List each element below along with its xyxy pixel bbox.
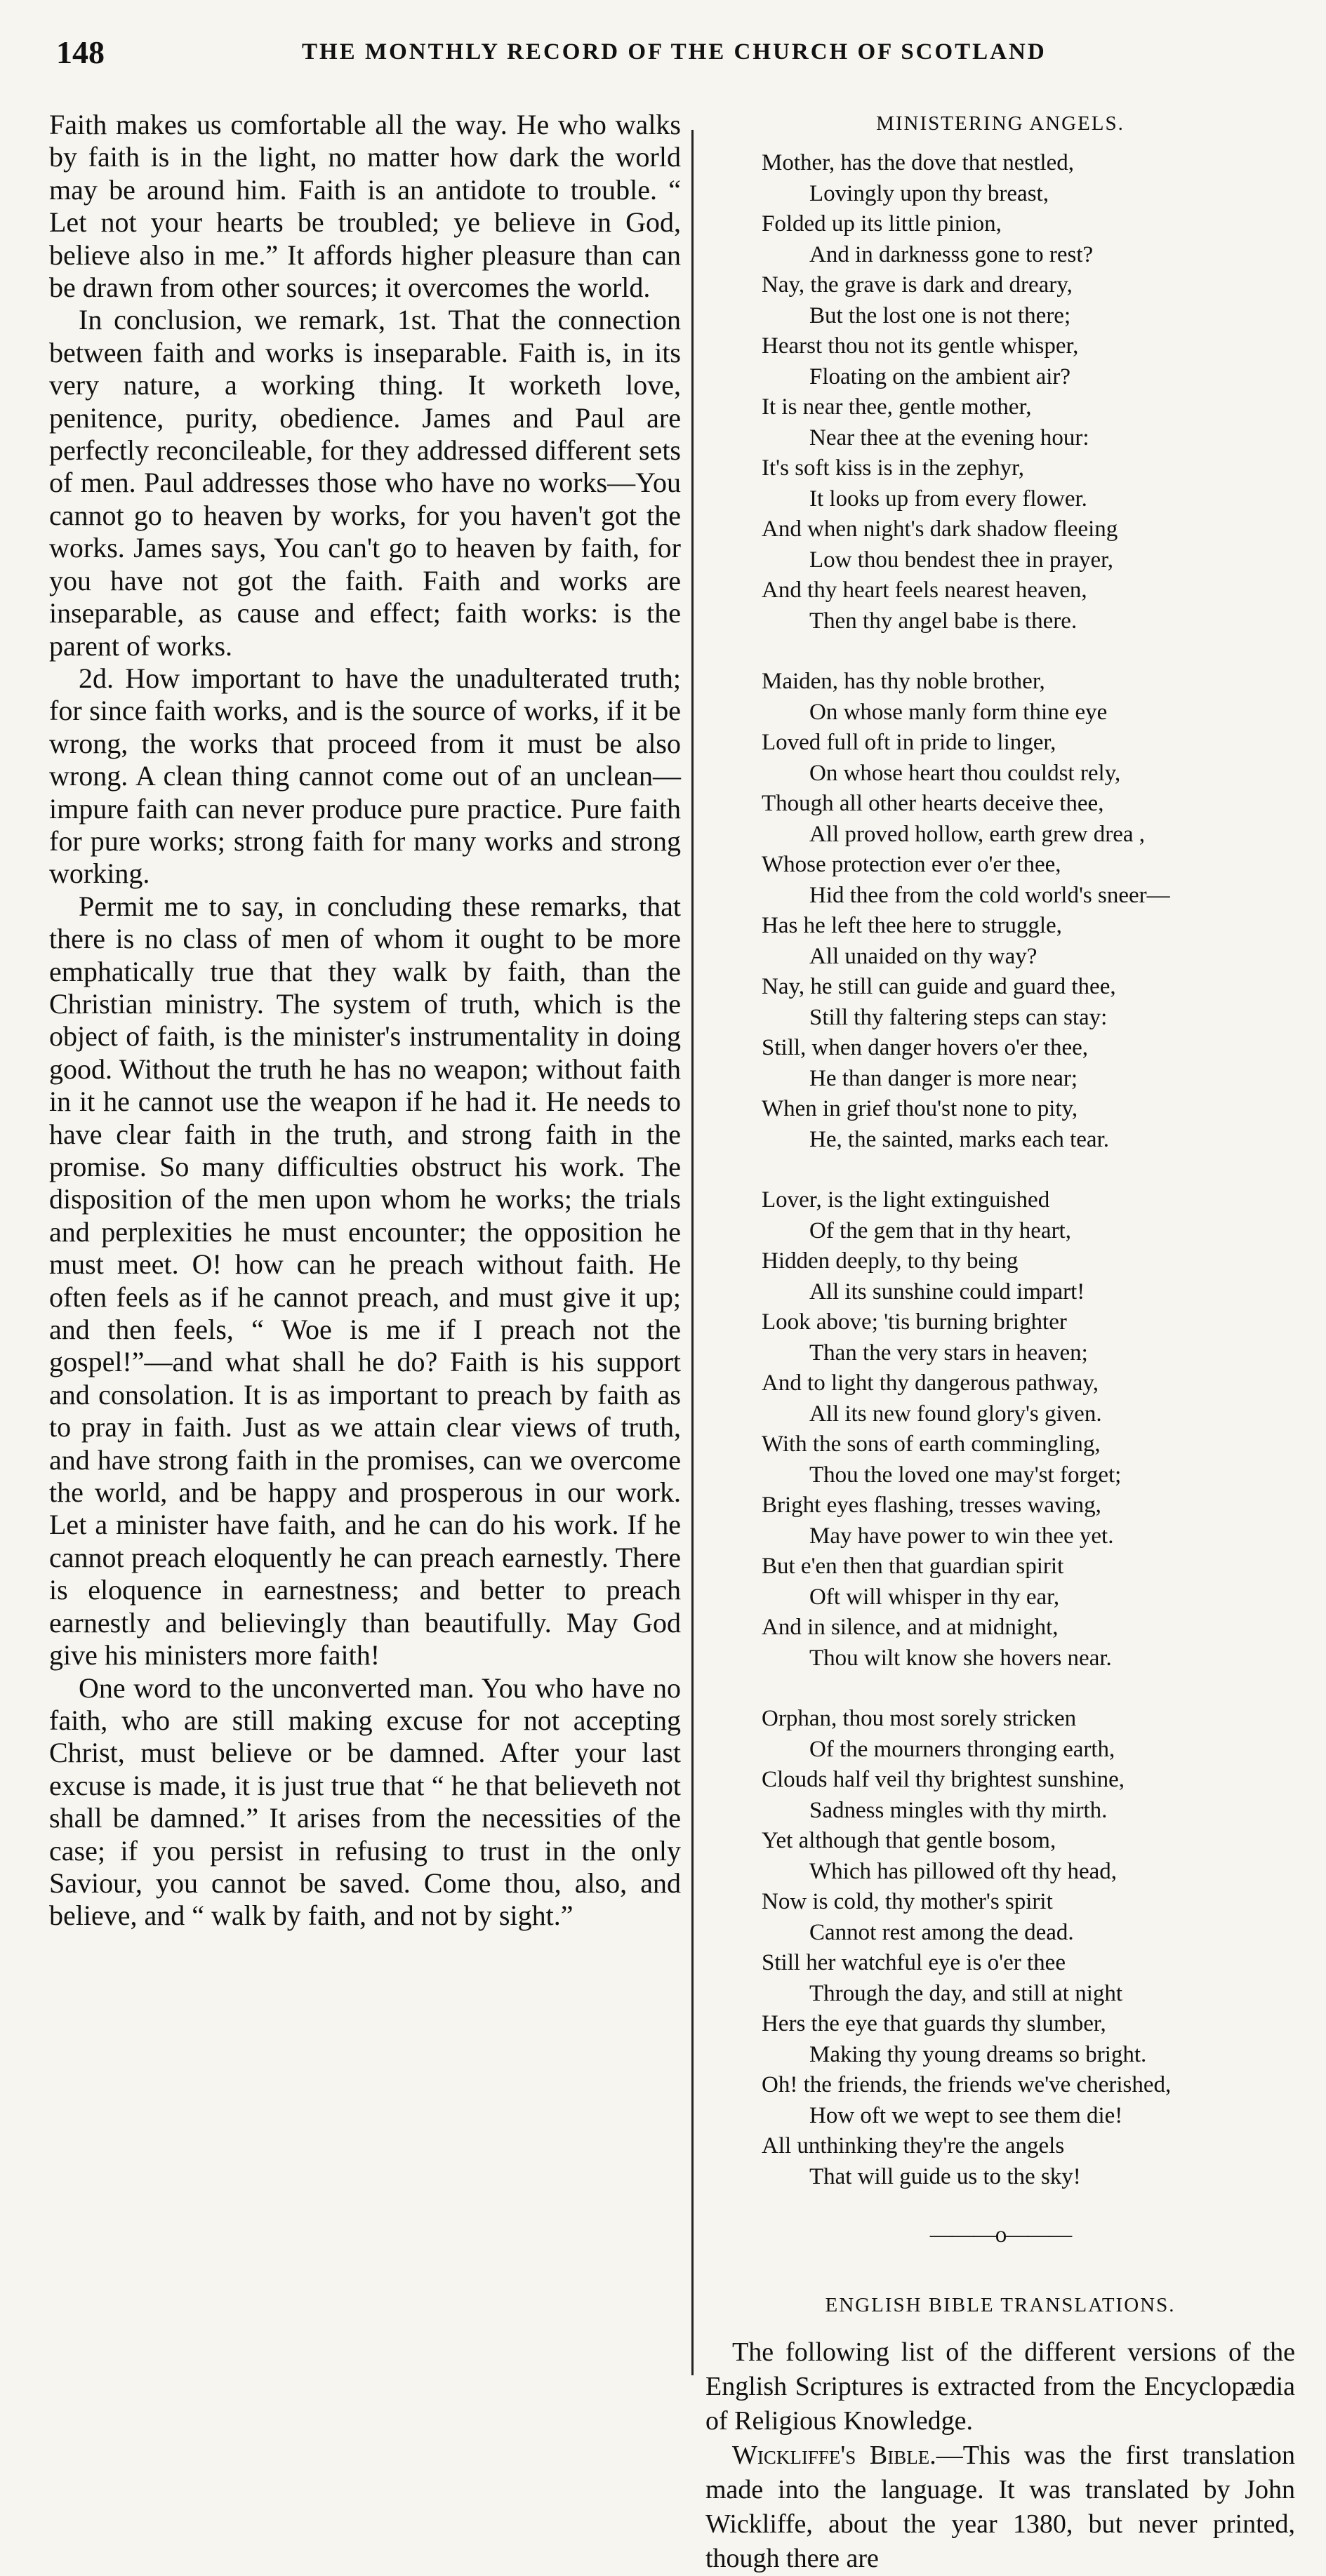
poem-stanza	[762, 667, 1295, 1155]
article-intro: The following list of the different versions of the English Scriptures is extracted from the Encyclopædia of Religious Knowledge.	[705, 2337, 1295, 2436]
poem-line: How oft we wept to see them die!	[809, 2102, 1123, 2128]
poem-line: All unthinking they're the angels	[762, 2133, 1065, 2158]
poem-line: Orphan, thou most sorely stricken	[762, 1706, 1077, 1731]
poem-line: Folded up its little pinion,	[762, 211, 1002, 236]
poem-stanza	[762, 1704, 1295, 2192]
article-title: ENGLISH BIBLE TRANSLATIONS.	[825, 2294, 1176, 2316]
poem-stanza	[762, 148, 1295, 636]
poem-line: Which has pillowed oft thy head,	[809, 1858, 1118, 1884]
poem-line: Look above; 'tis burning brighter	[762, 1309, 1067, 1335]
poem-line: Near thee at the evening hour:	[809, 425, 1089, 451]
poem-line: Has he left thee here to struggle,	[762, 913, 1062, 938]
poem-line: Hers the eye that guards thy slumber,	[762, 2011, 1106, 2036]
poem	[705, 148, 1295, 2192]
column-divider	[691, 130, 694, 2375]
poem-line: Oft will whisper in thy ear,	[809, 1584, 1060, 1610]
poem-line: Still thy faltering steps can stay:	[809, 1004, 1108, 1030]
poem-line: Though all other hearts deceive thee,	[762, 791, 1104, 816]
poem-line: Through the day, and still at night	[809, 1980, 1123, 2006]
poem-line: Clouds half veil thy brightest sunshine,	[762, 1767, 1125, 1792]
right-column	[705, 112, 1295, 2576]
poem-line: It looks up from every flower.	[809, 486, 1087, 512]
poem-stanza	[762, 1185, 1295, 1674]
section-ornament: ———o———	[929, 2222, 1071, 2248]
poem-line: Nay, the grave is dark and dreary,	[762, 272, 1073, 298]
poem-line: Making thy young dreams so bright.	[809, 2041, 1147, 2067]
poem-line: May have power to win thee yet.	[809, 1523, 1114, 1549]
paragraph: One word to the unconverted man. You who have no faith, who are still making excuse for not accepting Christ, must believe or be damned. After your last excuse is made, it is just true that “ he that believeth not shall be damned.” It arises from the necessities of the case; if you persist in refusing to trust in the only Saviour, you cannot be saved. Come thou, also, and believe, and “ walk by faith, and not by sight.”	[49, 1671, 681, 1932]
paragraph: Faith makes us comfortable all the way. He who walks by faith is in the light, no matter how dark the world may be around him. Faith is an antidote to trouble. “ Let not your hearts be troubled; ye believe in God, believe also in me.” It affords higher pleasure than can be drawn from other sources; it overcomes the world.	[49, 109, 681, 304]
page-number: 148	[56, 34, 105, 70]
poem-line: Hidden deeply, to thy being	[762, 1248, 1019, 1274]
article-body: —This was the first translation made into the language. It was translated by John Wickliffe, about the year 1380, but never printed, though there are	[705, 2441, 1295, 2573]
poem-line: Oh! the friends, the friends we've cherished,	[762, 2072, 1172, 2097]
poem-line: Sadness mingles with thy mirth.	[809, 1797, 1108, 1823]
paragraph: 2d. How important to have the unadulterated truth; for since faith works, and is the source of works, if it be wrong, the works that proceed from it must be also wrong. A clean thing cannot come out of an unclean—impure faith can never produce pure practice. Pure faith for pure works; strong faith for many works and strong working.	[49, 662, 681, 890]
article-paragraph	[705, 2438, 1295, 2576]
poem-line: Loved full oft in pride to linger,	[762, 730, 1056, 755]
poem-line: All unaided on thy way?	[809, 943, 1037, 969]
poem-line: Still, when danger hovers o'er thee,	[762, 1035, 1089, 1060]
poem-line: And in darknesss gone to rest?	[809, 241, 1094, 267]
poem-line: Of the mourners thronging earth,	[809, 1736, 1115, 1762]
poem-line: Maiden, has thy noble brother,	[762, 669, 1045, 694]
poem-line: And in silence, and at midnight,	[762, 1615, 1059, 1640]
poem-line: With the sons of earth commingling,	[762, 1432, 1101, 1457]
poem-line: Low thou bendest thee in prayer,	[809, 547, 1114, 573]
poem-line: Cannot rest among the dead.	[809, 1919, 1074, 1945]
poem-line: When in grief thou'st none to pity,	[762, 1096, 1078, 1121]
poem-line: All proved hollow, earth grew drea ,	[809, 821, 1146, 847]
poem-line: It is near thee, gentle mother,	[762, 394, 1032, 420]
article-lead-in: Wickliffe's Bible.	[732, 2441, 936, 2470]
poem-line: Mother, has the dove that nestled,	[762, 150, 1074, 175]
poem-line: Thou wilt know she hovers near.	[809, 1645, 1112, 1671]
poem-line: Then thy angel babe is there.	[809, 608, 1078, 634]
poem-line: Lovingly upon thy breast,	[809, 180, 1049, 206]
poem-line: Hearst thou not its gentle whisper,	[762, 333, 1079, 359]
poem-line: Thou the loved one may'st forget;	[809, 1462, 1122, 1488]
poem-line: That will guide us to the sky!	[809, 2163, 1081, 2189]
page-header	[49, 34, 1285, 83]
poem-line: Bright eyes flashing, tresses waving,	[762, 1493, 1101, 1518]
poem-line: Hid thee from the cold world's sneer—	[809, 882, 1170, 908]
poem-line: Of the gem that in thy heart,	[809, 1217, 1071, 1243]
poem-line: But the lost one is not there;	[809, 302, 1071, 328]
poem-line: All its sunshine could impart!	[809, 1279, 1085, 1304]
poem-line: Still her watchful eye is o'er thee	[762, 1950, 1066, 1975]
left-column	[49, 109, 681, 1933]
poem-line: On whose heart thou couldst rely,	[809, 760, 1121, 786]
poem-line: On whose manly form thine eye	[809, 699, 1108, 725]
poem-line: Whose protection ever o'er thee,	[762, 852, 1061, 877]
poem-line: He than danger is more near;	[809, 1065, 1078, 1091]
poem-line: It's soft kiss is in the zephyr,	[762, 455, 1025, 481]
article	[705, 2294, 1295, 2576]
poem-line: But e'en then that guardian spirit	[762, 1554, 1064, 1579]
poem-line: Lover, is the light extinguished	[762, 1187, 1050, 1213]
poem-line: Now is cold, thy mother's spirit	[762, 1889, 1053, 1914]
poem-line: And thy heart feels nearest heaven,	[762, 578, 1087, 603]
poem-line: Yet although that gentle bosom,	[762, 1828, 1056, 1853]
poem-line: All its new found glory's given.	[809, 1401, 1102, 1427]
poem-line: Than the very stars in heaven;	[809, 1340, 1088, 1366]
poem-title: MINISTERING ANGELS.	[876, 112, 1125, 135]
poem-line: He, the sainted, marks each tear.	[809, 1126, 1109, 1152]
poem-line: Nay, he still can guide and guard thee,	[762, 974, 1116, 999]
running-title: THE MONTHLY RECORD OF THE CHURCH OF SCOTLAND	[302, 39, 1047, 65]
poem-line: Floating on the ambient air?	[809, 363, 1071, 389]
poem-line: And to light thy dangerous pathway,	[762, 1370, 1099, 1396]
paragraph: Permit me to say, in concluding these remarks, that there is no class of men of whom it ought to be more emphatically true that they walk by faith, than the Christian ministry. The system of truth, which is the object of faith, is the minister's instrumentality in doing good. Without the truth he has no weapon; without faith in it he cannot use the weapon if he had it. He needs to have clear faith in the truth, and strong faith in the promise. So many difficulties obstruct his work. The disposition of the men upon whom he works; the trials and perplexities he must encounter; the opposition he must meet. O! how can he preach without faith. He often feels as if he cannot preach, and must give it up; and then feels, “ Woe is me if I preach not the gospel!”—and what shall he do? Faith is his support and consolation. It is as important to preach by faith as to pray in faith. Just as we attain clear views of truth, and have strong faith in the promises, can we overcome the world, and be happy and prosperous in our work. Let a minister have faith, and he can do his work. If he cannot preach eloquently he can preach earnestly. There is eloquence in earnestness; and better to preach earnestly and believingly than beautifully. May God give his ministers more faith!	[49, 890, 681, 1671]
poem-line: And when night's dark shadow fleeing	[762, 516, 1118, 542]
paragraph: In conclusion, we remark, 1st. That the connection between faith and works is inseparable. Faith is, in its very nature, a working thing. It worketh love, penitence, purity, obedience. James and Paul are perfectly reconcileable, for they addressed different sets of men. Paul addresses those who have no works—You cannot go to heaven by works, for you haven't got the works. James says, You can't go to heaven by faith, for you have not got the faith. Faith and works are inseparable, as cause and effect; faith works: is the parent of works.	[49, 304, 681, 662]
